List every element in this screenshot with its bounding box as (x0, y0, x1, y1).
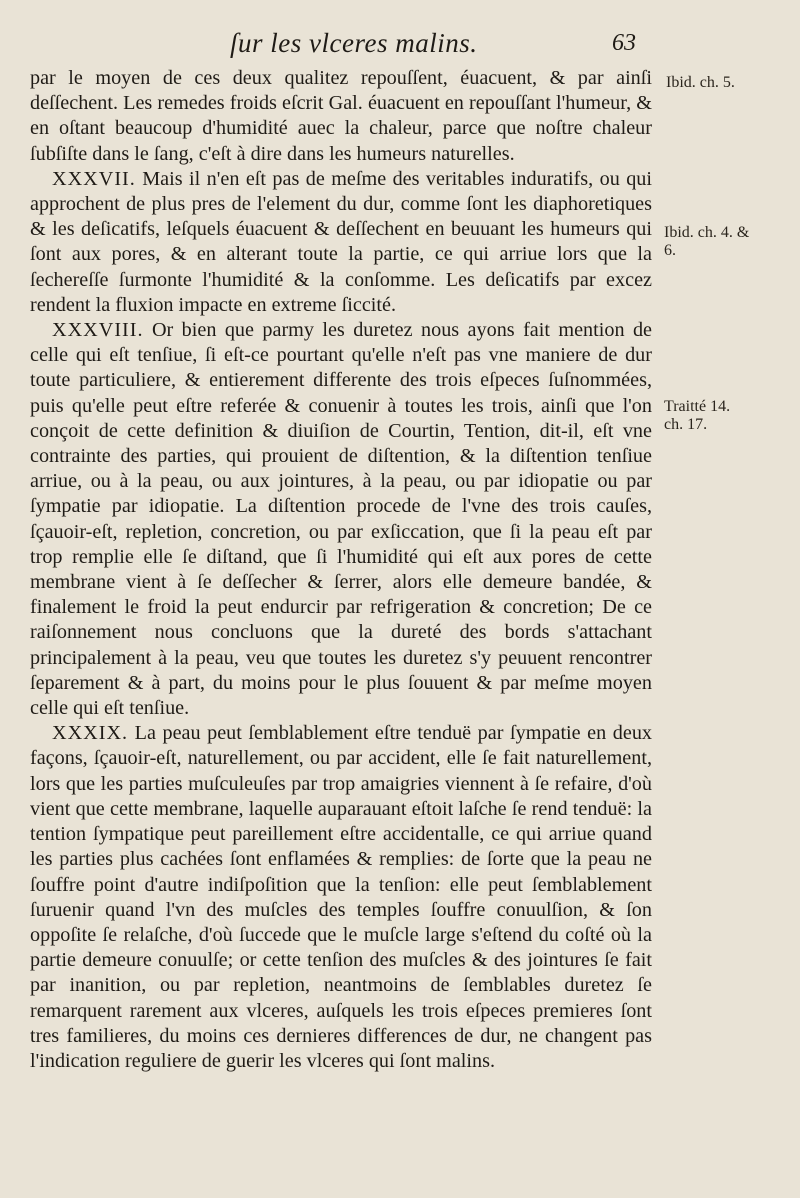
paragraph (30, 167, 652, 318)
paragraph (30, 66, 652, 167)
margin-note: Ibid. ch. 5. (666, 74, 735, 91)
paragraph-text: Mais il n'en eſt pas de meſme des veritables induratifs, ou qui approchent de plus pres de l'element du dur, comme ſont les diaphoretiques & les deſicatifs, leſquels éuacuent & deſſechent en beuuant les humeurs qui ſont aux pores, & en alterant toute la partie, ce qui arriue lors que la ſechereſſe ſurmonte l'humidité & la conſomme. Les deſicatifs par excez rendent la fluxion impacte en extreme ſiccité. (30, 167, 652, 316)
paragraph-number: XXXVII. (52, 167, 136, 190)
page-header (0, 26, 800, 66)
paragraph-number: XXXVIII. (52, 319, 144, 342)
main-text (30, 66, 652, 1074)
paragraph (30, 721, 652, 1074)
paragraph-text: par le moyen de ces deux qualitez repouſſent, éuacuent, & par ainſi deſſechent. Les remedes froids eſcrit Gal. éuacuent en repouſſant l'humeur, & en oſtant beaucoup d'humidité auec la chaleur, parce que noſtre chaleur ſubſiſte dans le ſang, c'eſt à dire dans les humeurs naturelles. (30, 67, 652, 165)
page-number: 63 (612, 30, 636, 56)
paragraph-number: XXXIX. (52, 722, 129, 745)
running-title: ſur les vlceres malins. (230, 28, 478, 58)
paragraph-text: La peau peut ſemblablement eſtre tenduë par ſympatie en deux façons, ſçauoir-eſt, naturellement, ou par accident, elle ſe fait naturellement, lors que les parties muſculeuſes par trop amaigries viennent à ſe refaire, d'où vient que cette membrane, laquelle auparauant eſtoit laſche ſe rend tenduë: la tention ſympatique peut pareillement eſtre accidentalle, ce qui arriue quand les parties plus cachées ſont enflamées & remplies: de ſorte que la peau ne ſouffre point d'autre indiſpoſition que la tenſion: elle peut ſemblablement ſuruenir quand l'vn des muſcles des temples ſouffre conuulſion, & ſon oppoſite ſe relaſche, d'où ſuccede que le muſcle large s'eſtend du coſté où la partie demeure conuulſe; or cette tenſion des muſcles & des jointures ſe fait par inanition, ou par repletion, neantmoins de ſemblables duretez ſe remarquent rarement aux vlceres, auſquels les trois eſpeces premieres ſont tres familieres, du moins ces dernieres differences de dur, ne changent pas l'indication reguliere de guerir les vlceres qui ſont malins. (30, 722, 653, 1072)
paragraph-text: Or bien que parmy les duretez nous ayons fait mention de celle qui eſt tenſiue, ſi eſt-ce pourtant qu'elle n'eſt pas vne maniere de dur toute particuliere, & entierement differente des trois eſpeces ſuſnommées, puis qu'elle peut eſtre referée & conuenir à toutes les trois, ainſi que l'on conçoit de cette definition & diuiſion de Courtin, Tention, dit-il, eſt vne contrainte des parties, qui prouient de diſtention, & la diſtention tenſiue arriue, ou à la peau, ou aux jointures, à la peau, ou par idiopatie ou par ſympatie par idiopatie. La diſtention procede de l'vne des trois cauſes, ſçauoir-eſt, repletion, concretion, ou par exſiccation, que ſi la peau eſt par trop remplie elle ſe diſtand, que ſi l'humidité qui eſt aux pores de cette membrane vient à ſe deſſecher & ſerrer, alors elle demeure bandée, & finalement le froid la peut endurcir par refrigeration & concretion; De ce raiſonnement nous concluons que la dureté des bords s'attachant principalement à la peau, veu que toutes les duretez s'y peuuent rencontrer ſeparement & à part, du moins pour le plus ſouuent & par meſme moyen celle qui eſt tenſiue. (30, 319, 652, 720)
margin-note: Traitté 14. ch. 17. (664, 398, 731, 433)
margin-note: Ibid. ch. 4. & 6. (664, 224, 750, 259)
paragraph (30, 318, 652, 721)
